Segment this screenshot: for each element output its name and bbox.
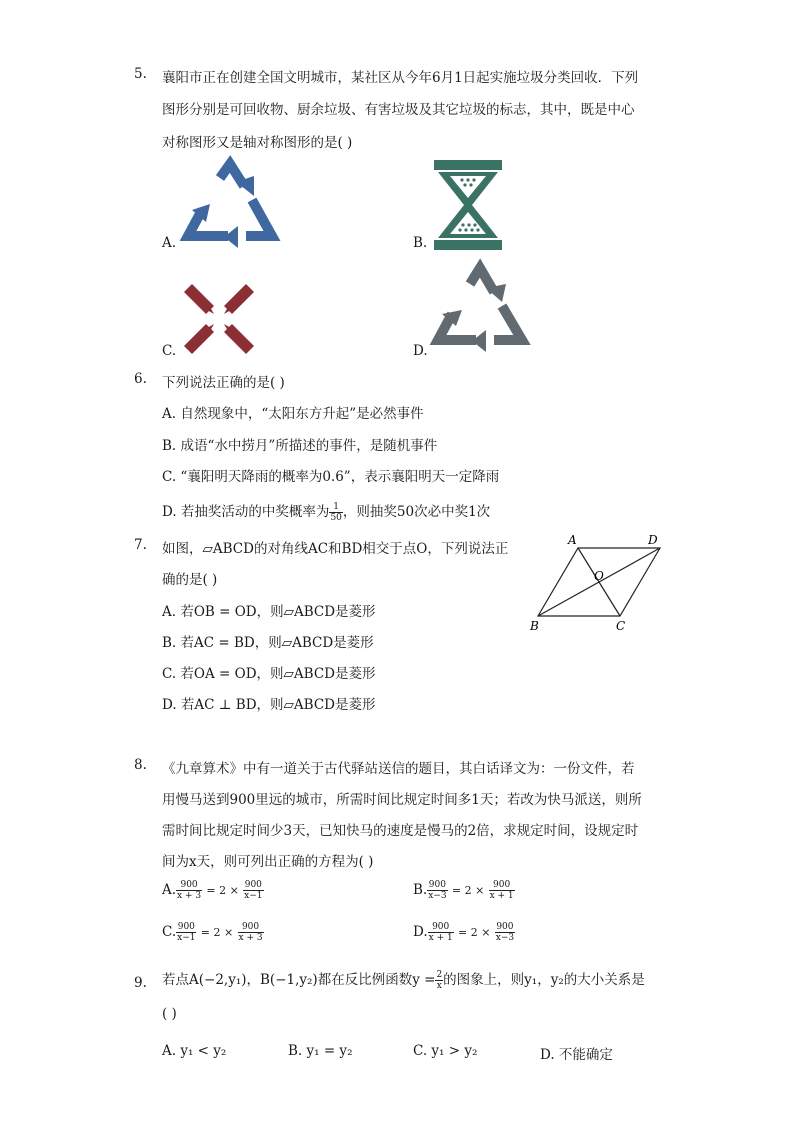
q8-option-a: A. $\frac{900}{x + 3}$ = 2 × $\frac{900}{x-1}$ — [162, 880, 263, 901]
q8-line3: 需时间比规定时间少3天，已知快马的速度是慢马的2倍，求规定时间，设规定时 — [162, 823, 639, 839]
q8-option-d: D. $\frac{900}{x + 1}$ = 2 × $\frac{900}{x-3}$ — [413, 922, 515, 943]
q8-option-b: B. $\frac{900}{x-3}$ = 2 × $\frac{900}{x + 1}$ — [413, 880, 514, 901]
kitchen-waste-icon — [432, 160, 504, 250]
q7-option-b: B. 若AC = BD，则▱ABCD是菱形 — [162, 635, 374, 651]
q7-number: 7. — [134, 537, 147, 553]
q6-option-a: A. 自然现象中，“太阳东方升起”是必然事件 — [162, 406, 424, 422]
q6-option-d — [162, 500, 490, 523]
q9-number: 9. — [134, 975, 147, 991]
q8-line1: 《九章算术》中有一道关于古代驿站送信的题目，其白话译文为：一份文件，若 — [162, 761, 635, 777]
q5-line1: 襄阳市正在创建全国文明城市，某社区从今年6月1日起实施垃圾分类回收．下列 — [162, 70, 639, 86]
q7-line1: 如图，▱ABCD的对角线AC和BD相交于点O，下列说法正 — [162, 541, 509, 557]
q9-option-c: C. y₁ > y₂ — [413, 1043, 478, 1059]
q6-fraction: $\frac{1}{50}$ — [330, 502, 342, 523]
q5-option-b-label: B. — [413, 235, 428, 251]
q9-option-a: A. y₁ < y₂ — [162, 1043, 227, 1059]
q9-stem: 若点A(−2,y₁)，B(−1,y₂)都在反比例函数y = $\frac{2}{x}$ 的图象上，则y₁，y₂的大小关系是 — [162, 970, 645, 991]
q6-option-d-text: D. 若抽奖活动的中奖概率为 — [162, 504, 330, 520]
q9-option-d: D. 不能确定 — [540, 1047, 613, 1063]
center-o-label: O — [594, 569, 604, 583]
q9-option-b: B. y₁ = y₂ — [288, 1043, 353, 1059]
q9-line2: ( ) — [162, 1006, 177, 1022]
q6-option-c: C. “襄阳明天降雨的概率为0.6”，表示襄阳明天一定降雨 — [162, 469, 500, 485]
q5-option-a-label: A. — [162, 235, 177, 251]
q5-line2: 图形分别是可回收物、厨余垃圾、有害垃圾及其它垃圾的标志，其中，既是中心 — [162, 102, 635, 118]
q5-option-c-label: C. — [162, 343, 177, 359]
q8-line2: 用慢马送到900里远的城市，所需时间比规定时间多1天；若改为快马派送，则所 — [162, 792, 642, 808]
q5-number: 5. — [134, 66, 147, 82]
q8-option-c: C. $\frac{900}{x-1}$ = 2 × $\frac{900}{x + 3}$ — [162, 922, 263, 943]
q8-number: 8. — [134, 757, 147, 773]
q8-line4: 间为x天，则可列出正确的方程为( ) — [162, 854, 374, 870]
hazardous-waste-icon — [180, 280, 258, 358]
vertex-c-label: C — [616, 619, 626, 633]
q5-option-d-label: D. — [413, 343, 428, 359]
q7-option-c: C. 若OA = OD，则▱ABCD是菱形 — [162, 666, 376, 682]
q6-option-d-tail: ，则抽奖50次必中奖1次 — [342, 504, 491, 520]
vertex-a-label: A — [568, 533, 577, 547]
q6-option-b: B. 成语“水中捞月”所描述的事件，是随机事件 — [162, 438, 438, 454]
q7-option-a: A. 若OB = OD，则▱ABCD是菱形 — [162, 604, 376, 620]
q7-option-d: D. 若AC ⊥ BD，则▱ABCD是菱形 — [162, 697, 376, 713]
other-waste-icon — [432, 262, 528, 358]
recycle-icon — [180, 160, 280, 250]
q5-line3: 对称图形又是轴对称图形的是( ) — [162, 135, 353, 151]
q6-stem: 下列说法正确的是( ) — [162, 375, 285, 391]
vertex-d-label: D — [648, 533, 658, 547]
q6-number: 6. — [134, 371, 147, 387]
vertex-b-label: B — [530, 619, 539, 633]
parallelogram-diagram — [520, 533, 670, 636]
q7-line2: 确的是( ) — [162, 572, 218, 588]
